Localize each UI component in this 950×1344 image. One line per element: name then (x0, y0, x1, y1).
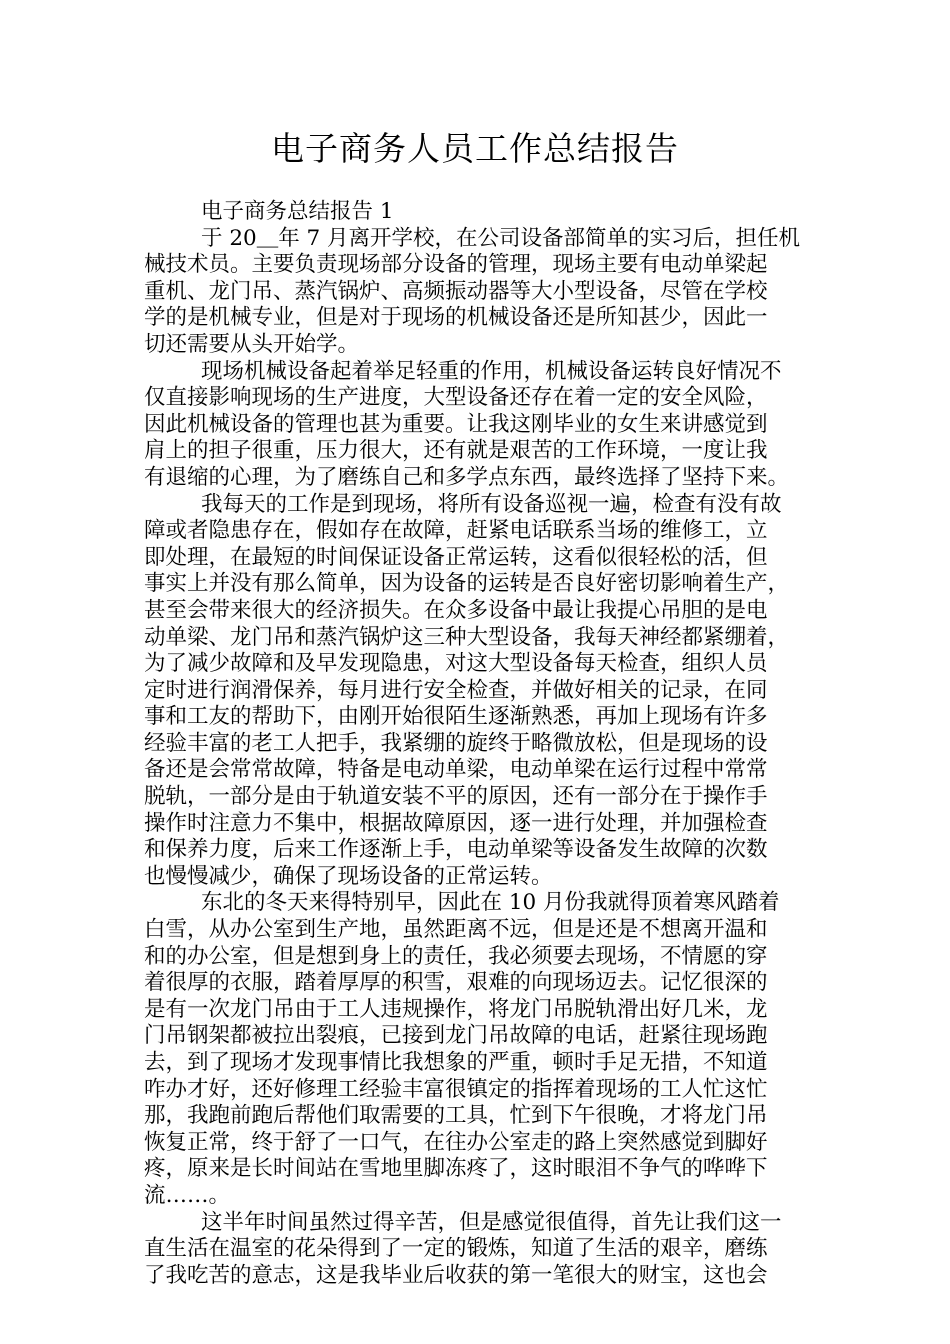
text-line: 门吊钢架都被拉出裂痕，已接到龙门吊故障的电话，赶紧往现场跑 (144, 1023, 768, 1049)
text-line: 那，我跑前跑后帮他们取需要的工具，忙到下午很晚，才将龙门吊 (144, 1103, 768, 1129)
text-line: 操作时注意力不集中，根据故障原因，逐一进行处理，并加强检查 (144, 810, 768, 836)
text-line: 我每天的工作是到现场，将所有设备巡视一遍，检查有没有故 (201, 491, 782, 517)
text-line: 甚至会带来很大的经济损失。在众多设备中最让我提心吊胆的是电 (144, 597, 768, 623)
text-line: 为了减少故障和及早发现隐患，对这大型设备每天检查，组织人员 (144, 651, 768, 677)
text-line: 定时进行润滑保养，每月进行安全检查，并做好相关的记录，在同 (144, 677, 768, 703)
text-line: 也慢慢减少，确保了现场设备的正常运转。 (144, 863, 553, 889)
text-line: 和保养力度，后来工作逐渐上手，电动单梁等设备发生故障的次数 (144, 837, 768, 863)
text-line: 障或者隐患存在，假如存在故障，赶紧电话联系当场的维修工，立 (144, 518, 768, 544)
text-line: 和的办公室，但是想到身上的责任，我必须要去现场，不情愿的穿 (144, 943, 768, 969)
text-line: 切还需要从头开始学。 (144, 331, 360, 357)
document-title: 电子商务人员工作总结报告 (271, 129, 679, 168)
text-line: 备还是会常常故障，特备是电动单梁，电动单梁在运行过程中常常 (144, 757, 768, 783)
text-line: 有退缩的心理，为了磨练自己和多学点东西，最终选择了坚持下来。 (144, 464, 790, 490)
text-line: 着很厚的衣服，踏着厚厚的积雪，艰难的向现场迈去。记忆很深的 (144, 970, 768, 996)
text-line: 咋办才好，还好修理工经验丰富很镇定的指挥着现场的工人忙这忙 (144, 1076, 768, 1102)
text-line: 肩上的担子很重，压力很大，还有就是艰苦的工作环境，一度让我 (144, 438, 768, 464)
text-line: 电子商务总结报告 1 (201, 199, 394, 224)
text-line: 脱轨，一部分是由于轨道安装不平的原因，还有一部分在于操作手 (144, 784, 768, 810)
text-line: 事和工友的帮助下，由刚开始很陌生逐渐熟悉，再加上现场有许多 (144, 704, 768, 730)
text-line: 白雪，从办公室到生产地，虽然距离不远，但是还是不想离开温和 (144, 917, 768, 943)
text-line: 经验丰富的老工人把手，我紧绷的旋终于略微放松，但是现场的设 (144, 730, 768, 756)
text-line: 东北的冬天来得特别早，因此在 10 月份我就得顶着寒风踏着 (201, 890, 780, 916)
text-line: 学的是机械专业，但是对于现场的机械设备还是所知甚少，因此一 (144, 305, 768, 331)
text-line: 仅直接影响现场的生产进度，大型设备还存在着一定的安全风险， (144, 385, 768, 411)
text-line: 这半年时间虽然过得辛苦，但是感觉很值得，首先让我们这一 (201, 1209, 782, 1235)
text-line: 疼，原来是长时间站在雪地里脚冻疼了，这时眼泪不争气的哗哗下 (144, 1156, 768, 1182)
text-line: 直生活在温室的花朵得到了一定的锻炼，知道了生活的艰辛，磨练 (144, 1236, 768, 1262)
text-line: 于 20＿年 7 月离开学校，在公司设备部简单的实习后，担任机 (201, 225, 801, 251)
text-line: 恢复正常，终于舒了一口气，在往办公室走的路上突然感觉到脚好 (144, 1129, 768, 1155)
text-line: 是有一次龙门吊由于工人违规操作，将龙门吊脱轨滑出好几米，龙 (144, 996, 768, 1022)
text-line: 重机、龙门吊、蒸汽锅炉、高频振动器等大小型设备，尽管在学校 (144, 278, 768, 304)
text-line: 动单梁、龙门吊和蒸汽锅炉这三种大型设备，我每天神经都紧绷着， (144, 624, 790, 650)
text-line: 械技术员。主要负责现场部分设备的管理，现场主要有电动单梁起 (144, 252, 768, 278)
text-line: 事实上并没有那么简单，因为设备的运转是否良好密切影响着生产， (144, 571, 790, 597)
text-line: 去，到了现场才发现事情比我想象的严重，顿时手足无措，不知道 (144, 1050, 768, 1075)
text-line: 现场机械设备起着举足轻重的作用，机械设备运转良好情况不 (201, 358, 782, 384)
text-line: 了我吃苦的意志，这是我毕业后收获的第一笔很大的财宝，这也会 (144, 1262, 768, 1288)
document-body (144, 199, 808, 1289)
text-line: 因此机械设备的管理也甚为重要。让我这刚毕业的女生来讲感觉到 (144, 411, 768, 437)
text-line: 即处理，在最短的时间保证设备正常运转，这看似很轻松的活，但 (144, 544, 768, 570)
text-line: 流……。 (144, 1182, 231, 1208)
